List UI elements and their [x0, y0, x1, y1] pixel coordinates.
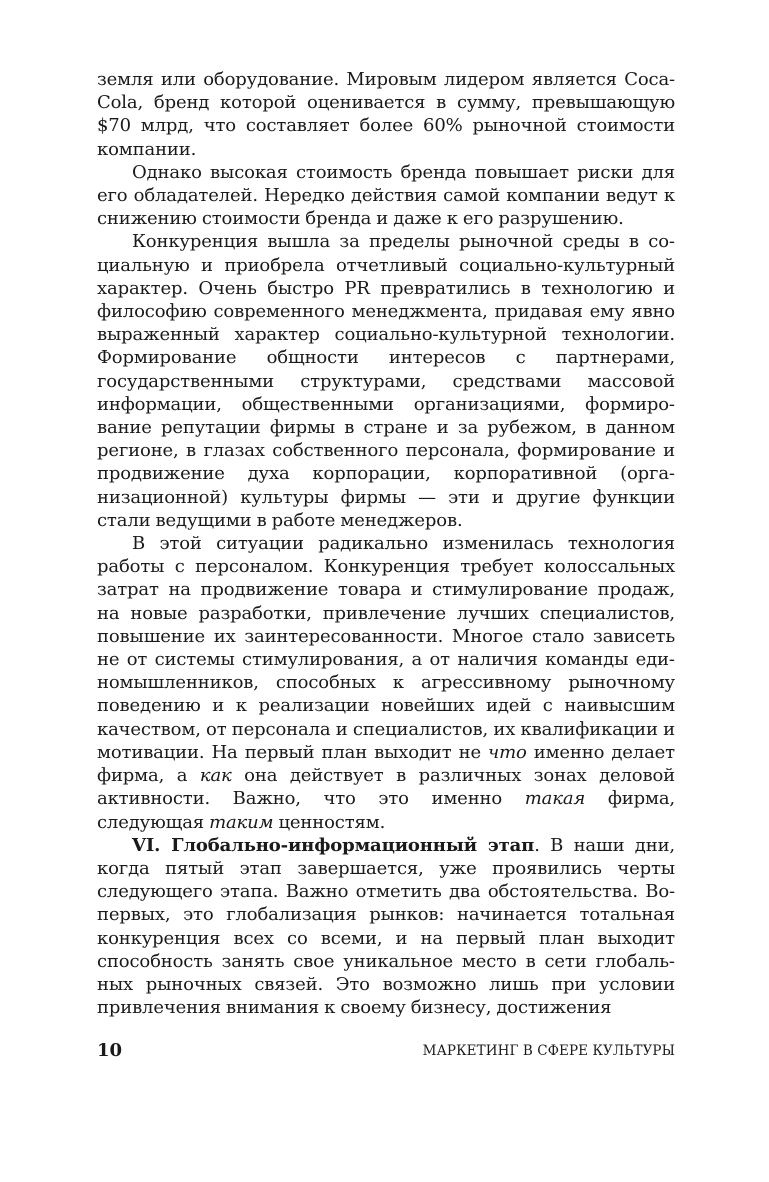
- emphasis-text: что: [488, 741, 527, 763]
- emphasis-text: такая: [524, 788, 586, 810]
- paragraph: [97, 230, 675, 532]
- paragraph: [97, 532, 675, 834]
- text-run: она действует в различных зонах деловой активности. Важно, что это именно: [97, 765, 675, 810]
- page-body: [97, 68, 675, 1019]
- section-heading: VI. Глобально-информационный этап: [132, 834, 535, 856]
- emphasis-text: как: [199, 765, 232, 787]
- running-title: МАРКЕТИНГ В СФЕРЕ КУЛЬТУРЫ: [422, 1043, 675, 1059]
- page-footer: [97, 1040, 675, 1064]
- page-number: 10: [97, 1040, 123, 1061]
- paragraph: [97, 161, 675, 231]
- paragraph: [97, 834, 675, 1020]
- text-run: . В наши дни, когда пятый этап завершается, уже проявились черты следующего этапа. Важно отметить два обстоятельства. Во-первых, это глобализация рынков: начинается тотальная конкуренция всех со всеми, и на первый план выходит способность занять свое уникальное место в сети глобальных рыночных связей. Это возможно лишь при условии привлечения внимания к своему бизнесу, достижения: [97, 834, 675, 1019]
- text-run: именно делает фирма, а: [97, 741, 675, 787]
- emphasis-text: таким: [209, 811, 274, 833]
- text-run: ценностям.: [273, 811, 386, 833]
- text-run: В этой ситуации радикально изменилась технология работы с персоналом. Конкуренция требует колоссальных затрат на продвижение товара и стимулирование продаж, на новые разработки, привлечение лучших специалистов, повышение их заинтересованности. Многое стало зависеть не от системы стимулирования, а от наличия команды единомышленников, способных к агрессивному рыночному поведению и к реализации новейших идей с наивысшим качеством, от персонала и специалистов, их квалификации и мотивации. На первый план выходит не: [97, 533, 675, 763]
- paragraph: [97, 68, 675, 161]
- text-run: Конкуренция вышла за пределы рыночной среды в социальную и приобрела отчетливый социально-культурный характер. Очень быстро PR превратились в технологию и философию современного менеджмента, придавая ему явно выраженный характер социально-культурной технологии. Формирование общности интересов с партнерами, государственными структурами, средствами массовой информации, общественными организациями, формирование репутации фирмы в стране и за рубежом, в данном регионе, в глазах собственного персонала, формирование и продвижение духа корпорации, корпоративной (организационной) культуры фирмы — эти и другие функции стали ведущими в работе менеджеров.: [97, 231, 675, 531]
- text-run: земля или оборудование. Мировым лидером является Coca-Cola, бренд которой оценивается в сумму, превышающую $70 млрд, что составляет более 60% рыночной стоимости компании.: [97, 69, 675, 160]
- text-run: Однако высокая стоимость бренда повышает риски для его обладателей. Нередко действия самой компании ведут к снижению стоимости бренда и даже к его разрушению.: [97, 161, 675, 230]
- text-run: фирма, следующая: [97, 788, 676, 833]
